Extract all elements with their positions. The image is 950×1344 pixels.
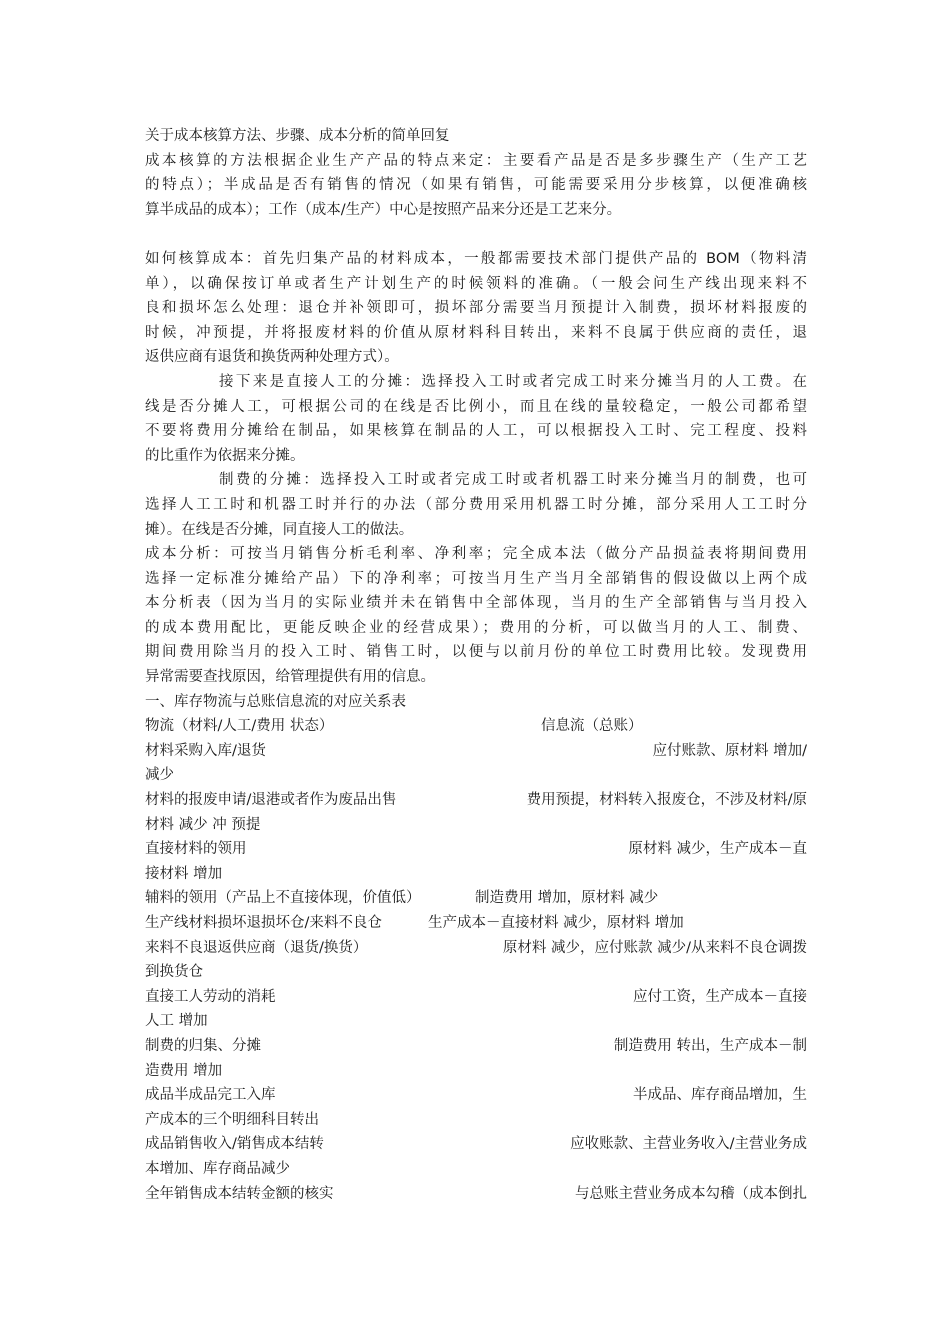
paragraph-direct-labor	[145, 370, 807, 468]
row-continuation: 产成本的三个明细科目转出	[145, 1111, 319, 1128]
row-continuation: 接材料 增加	[145, 865, 223, 882]
text-line: 单），以确保按订单或者生产计划生产的时候领料的准确。（一般会问生产线出现来料不	[145, 275, 807, 292]
text-line: 选择一定标准分摊给产品）下的净利率；可按当月生产当月全部销售的假设做以上两个成	[145, 570, 807, 587]
table-row	[145, 837, 807, 862]
table-row	[145, 911, 807, 936]
row-left: 成品半成品完工入库	[145, 1087, 276, 1104]
table-header-left: 物流（材料/人工/费用 状态）	[145, 718, 334, 735]
text-line: 摊）。在线是否分摊，同直接人工的做法。	[145, 521, 414, 538]
row-right: 原材料 减少，应付账款 减少/从来料不良仓调拨	[502, 939, 807, 956]
table-row	[145, 936, 807, 961]
text-line: 算半成品的成本）；工作（成本/生产）中心是按照产品来分还是工艺来分。	[145, 201, 622, 218]
section-title: 一、库存物流与总账信息流的对应关系表	[145, 693, 406, 710]
row-left: 材料的报废申请/退港或者作为废品出售	[145, 792, 397, 809]
text-line: 的成本费用配比，更能反映企业的经营成果）；费用的分析，可以做当月的人工、制费、	[145, 619, 807, 636]
text-line: 选择人工工时和机器工时并行的办法（部分费用采用机器工时分摊，部分采用人工工时分	[145, 496, 807, 513]
table-row	[145, 739, 807, 764]
row-left: 成品销售收入/销售成本结转	[145, 1136, 324, 1153]
text-line: 成本分析：可按当月销售分析毛利率、净利率；完全成本法（做分产品损益表将期间费用	[145, 546, 807, 563]
table-row	[145, 985, 807, 1010]
table-row	[145, 1083, 807, 1108]
table-row	[145, 1034, 807, 1059]
row-right: 制造费用 增加，原材料 减少	[475, 890, 659, 907]
text-line: 本分析表（因为当月的实际业绩并未在销售中全部体现，当月的生产全部销售与当月投入	[145, 595, 807, 612]
row-left: 来料不良退返供应商（退货/换货）	[145, 939, 368, 956]
row-right: 应收账款、主营业务收入/主营业务成	[570, 1136, 807, 1153]
paragraph-cost-analysis	[145, 542, 807, 690]
row-continuation: 材料 减少 冲 预提	[145, 816, 261, 833]
row-left: 制费的归集、分摊	[145, 1037, 261, 1054]
row-left: 全年销售成本结转金额的核实	[145, 1185, 334, 1202]
row-right: 费用预提，材料转入报废仓，不涉及材料/原	[526, 792, 807, 809]
text-line: 接下来是直接人工的分摊：选择投入工时或者完成工时来分摊当月的人工费。在	[219, 373, 807, 390]
text-line: 期间费用除当月的投入工时、销售工时，以便与以前月份的单位工时费用比较。发现费用	[145, 644, 807, 661]
text-line: 返供应商有退货和换货两种处理方式）。	[145, 349, 399, 366]
text-line: 如何核算成本：首先归集产品的材料成本，一般都需要技术部门提供产品的 BOM（物料清	[145, 250, 807, 267]
row-left: 直接材料的领用	[145, 841, 247, 858]
text-line: 的特点）；半成品是否有销售的情况（如果有销售，可能需要采用分步核算，以便准确核	[145, 177, 807, 194]
row-left: 材料采购入库/退货	[145, 742, 266, 759]
table-header-right: 信息流（总账）	[541, 718, 643, 735]
table-row	[145, 886, 807, 911]
text-line: 成本核算的方法根据企业生产产品的特点来定：主要看产品是否是多步骤生产（生产工艺	[145, 152, 807, 169]
text-line: 良和损坏怎么处理：退仓并补领即可，损坏部分需要当月预提计入制费，损坏材料报废的	[145, 300, 807, 317]
text-line: 时候，冲预提，并将报废材料的价值从原材料科目转出，来料不良属于供应商的责任，退	[145, 324, 807, 341]
row-continuation: 造费用 增加	[145, 1062, 223, 1079]
text-line: 的比重作为依据来分摊。	[145, 447, 305, 464]
text-line: 线是否分摊人工，可根据公司的在线是否比例小，而且在线的量较稳定，一般公司都希望	[145, 398, 807, 415]
row-right: 原材料 减少，生产成本－直	[628, 841, 807, 858]
blank-line	[145, 222, 807, 247]
row-right: 半成品、库存商品增加，生	[633, 1087, 807, 1104]
document-page	[145, 124, 807, 1206]
text-line: 制费的分摊：选择投入工时或者完成工时或者机器工时来分摊当月的制费，也可	[219, 472, 807, 489]
row-right: 与总账主营业务成本勾稽（成本倒扎	[575, 1185, 807, 1202]
table-row	[145, 788, 807, 813]
row-right: 制造费用 转出，生产成本－制	[613, 1037, 807, 1054]
table-row	[145, 1132, 807, 1157]
row-left: 生产线材料损坏退损坏仓/来料不良仓	[145, 915, 382, 931]
table-header	[145, 714, 807, 739]
row-right: 应付账款、原材料 增加/	[652, 742, 807, 759]
row-continuation: 本增加、库存商品减少	[145, 1160, 290, 1177]
text-line: 不要将费用分摊给在制品，如果核算在制品的人工，可以根据投入工时、完工程度、投料	[145, 423, 807, 440]
row-right: 应付工资，生产成本－直接	[633, 988, 807, 1005]
paragraph-overhead	[145, 468, 807, 542]
row-continuation: 人工 增加	[145, 1013, 208, 1030]
table-row	[145, 1182, 807, 1207]
paragraph-how-to-cost	[145, 247, 807, 370]
row-continuation: 减少	[145, 767, 174, 784]
row-left: 直接工人劳动的消耗	[145, 988, 276, 1005]
row-continuation: 到换货仓	[145, 964, 203, 981]
text-line: 异常需要查找原因，给管理提供有用的信息。	[145, 669, 435, 686]
row-left: 辅料的领用（产品上不直接体现，价值低）	[145, 890, 421, 907]
paragraph-costing-method	[145, 149, 807, 223]
document-title: 关于成本核算方法、步骤、成本分析的简单回复	[145, 128, 450, 144]
row-right: 生产成本－直接材料 减少，原材料 增加	[428, 915, 684, 931]
